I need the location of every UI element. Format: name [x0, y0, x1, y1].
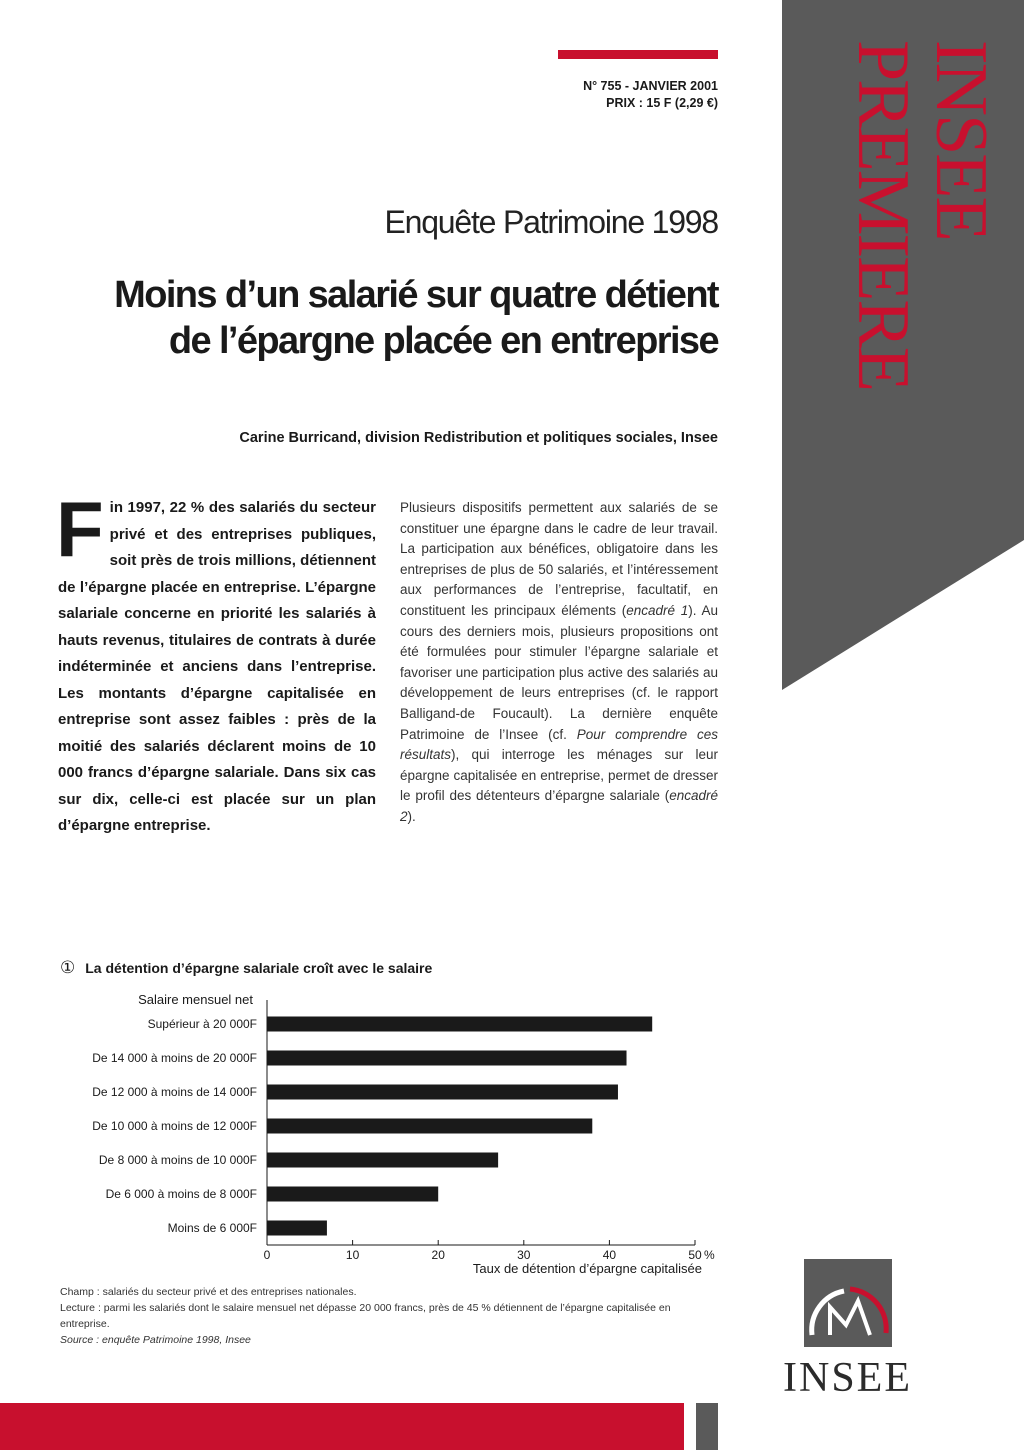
- category-label: De 8 000 à moins de 10 000F: [98, 1153, 257, 1167]
- bar-chart: [30, 990, 730, 1282]
- top-rule: [558, 50, 718, 59]
- note-champ: Champ : salariés du secteur privé et des entreprises nationales.: [60, 1286, 357, 1298]
- x-tick-label: 50: [688, 1248, 702, 1262]
- insee-mark-icon: [800, 1255, 896, 1351]
- figure-title: [60, 958, 432, 978]
- bar: [267, 1221, 327, 1236]
- x-tick-label: 10: [345, 1248, 360, 1262]
- issue-number: N° 755 - JANVIER 2001: [583, 79, 718, 93]
- bar: [267, 1017, 652, 1032]
- bar: [267, 1187, 438, 1202]
- bar: [267, 1051, 627, 1066]
- category-label: Moins de 6 000F: [167, 1221, 257, 1235]
- category-label: De 6 000 à moins de 8 000F: [105, 1187, 257, 1201]
- drop-cap: F: [56, 485, 104, 573]
- x-tick-label: 0: [263, 1248, 271, 1262]
- footer-grey-band: [696, 1403, 718, 1450]
- author-line: Carine Burricand, division Redistribution et politiques sociales, Insee: [239, 430, 718, 446]
- logo-name: INSEE: [783, 1355, 912, 1401]
- y-axis-label: Salaire mensuel net: [138, 992, 253, 1007]
- bar: [267, 1085, 618, 1100]
- bar: [267, 1153, 498, 1168]
- bar: [267, 1119, 592, 1134]
- body-part-1: Plusieurs dispositifs permettent aux salariés de se constituer une épargne dans le cadre de leur travail. La participation aux bénéfices, obligatoire dans les entreprises de plus de 50 salariés, et l’intéressement aux performances de l’entreprise, facultatif, en constituent les principaux éléments (: [400, 500, 718, 618]
- insee-logo: [780, 1255, 915, 1400]
- figure-number: ①: [60, 958, 76, 977]
- ref-encadre-1: encadré 1: [626, 602, 689, 618]
- x-tick-label: 20: [431, 1248, 445, 1262]
- x-tick-label: 40: [602, 1248, 617, 1262]
- footer-red-band: [0, 1403, 684, 1450]
- ref-pour-comprendre: Pour comprendre ces résultats: [400, 726, 718, 763]
- x-unit-label: %: [704, 1248, 715, 1262]
- lead-text: in 1997, 22 % des salariés du secteur privé et des entreprises publiques, soit près de trois millions, détiennent de l’épargne placée en entreprise. L’épargne salariale concerne en priorité les salariés à hauts revenus, titulaires de contrats à durée indéterminée et anciens dans l’entreprise. Les montants d’épargne capitalisée en entreprise sont assez faibles : près de la moitié des salariés déclarent moins de 10 000 francs d’épargne salariale. Dans six cas sur dix, celle-ci est placée sur un plan d’épargne entreprise.: [58, 499, 376, 834]
- note-source: Source : enquête Patrimoine 1998, Insee: [60, 1334, 251, 1346]
- body-part-3: ), qui interroge les ménages sur leur épargne capitalisée en entreprise, permet de dresser le profil des détenteurs d’épargne salariale (: [400, 747, 718, 804]
- x-axis-label: Taux de détention d’épargne capitalisée: [472, 1261, 702, 1276]
- category-label: De 14 000 à moins de 20 000F: [92, 1051, 257, 1065]
- issue-info: [583, 78, 718, 112]
- figure-notes: [60, 1284, 720, 1348]
- body-paragraph: [400, 498, 718, 828]
- body-part-4: ).: [407, 808, 416, 824]
- x-tick-label: 30: [517, 1248, 531, 1262]
- page-title: Moins d’un salarié sur quatre détient de l’épargne placée en entreprise: [114, 274, 718, 362]
- ref-encadre-2: encadré 2: [400, 788, 718, 824]
- category-label: Supérieur à 20 000F: [147, 1017, 257, 1031]
- note-lecture: Lecture : parmi les salariés dont le salaire mensuel net dépasse 20 000 francs, près de 45 % détiennent de l’épargne capitalisée en entreprise.: [60, 1302, 671, 1330]
- surtitle: Enquête Patrimoine 1998: [384, 204, 718, 240]
- issue-price: PRIX : 15 F (2,29 €): [606, 96, 718, 110]
- figure-caption: La détention d’épargne salariale croît avec le salaire: [85, 960, 433, 976]
- brand-line-1: INSEE: [920, 40, 1002, 240]
- category-label: De 12 000 à moins de 14 000F: [92, 1085, 257, 1099]
- category-label: De 10 000 à moins de 12 000F: [92, 1119, 257, 1133]
- brand-line-2: PREMIERE: [842, 40, 924, 390]
- lead-paragraph: [56, 485, 376, 840]
- body-part-2: ). Au cours des derniers mois, plusieurs propositions ont été formulées pour stimuler l’épargne salariale et favoriser une participation plus active des salariés au développement de leurs entreprises (cf. le rapport Balligand-de Foucault). La dernière enquête Patrimoine de l’Insee (cf.: [400, 602, 718, 742]
- brand-masthead: [844, 40, 1000, 390]
